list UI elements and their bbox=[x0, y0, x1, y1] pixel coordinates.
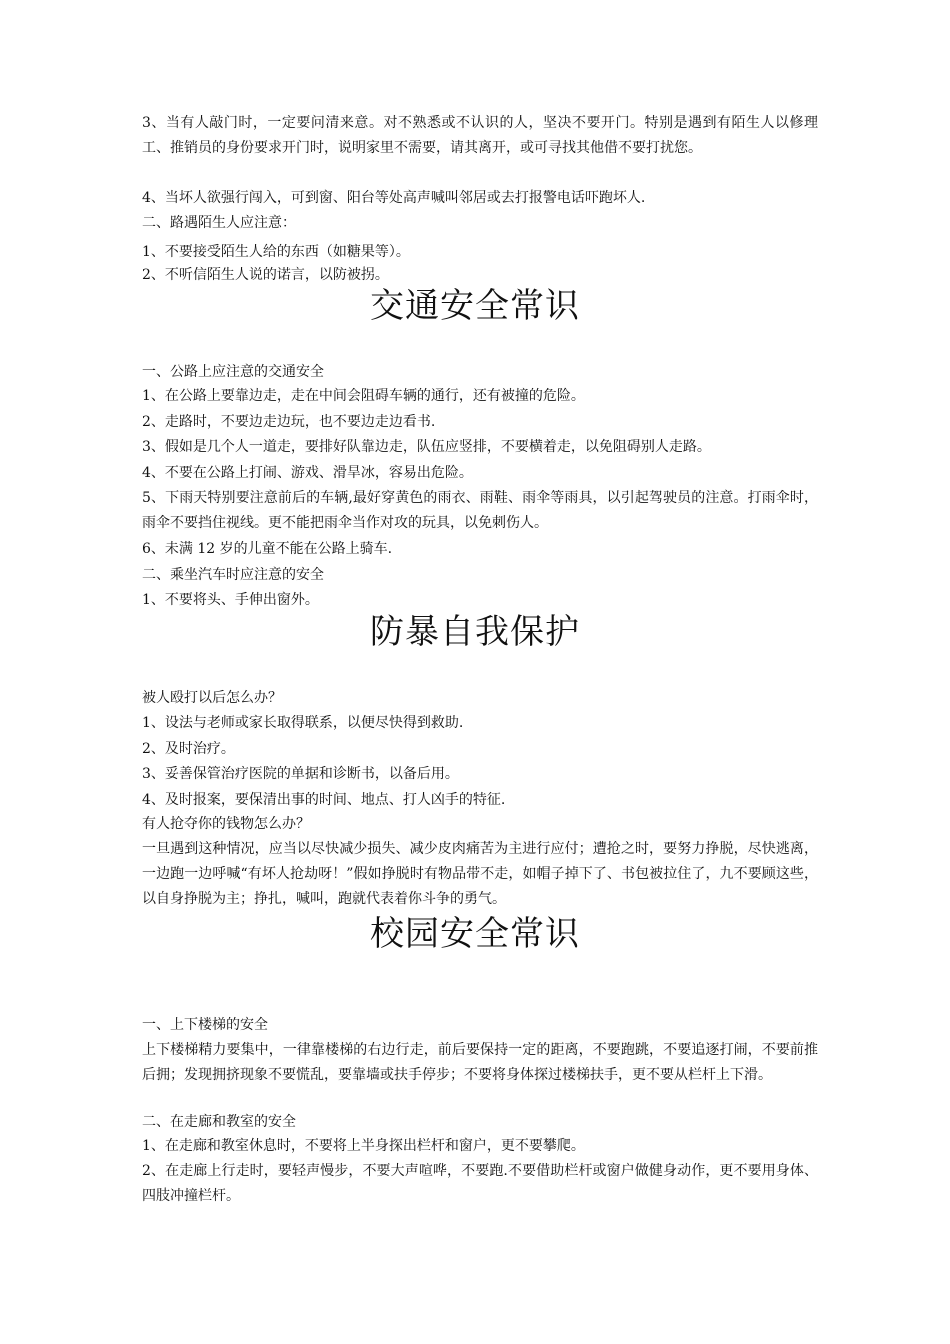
stranger-item-1: 1、不要接受陌生人给的东西（如糖果等）。 bbox=[142, 244, 410, 260]
campus-item-1: 1、在走廊和教室休息时，不要将上半身探出栏杆和窗户，更不要攀爬。 bbox=[142, 1138, 585, 1154]
traffic-item-6: 6、未满 12 岁的儿童不能在公路上骑车. bbox=[142, 541, 393, 557]
traffic-item-1: 1、在公路上要靠边走，走在中间会阻碍车辆的通行，还有被撞的危险。 bbox=[142, 388, 585, 404]
traffic-item-4: 4、不要在公路上打闹、游戏、滑旱冰，容易出危险。 bbox=[142, 465, 473, 481]
traffic-subheading-1: 一、公路上应注意的交通安全 bbox=[142, 364, 324, 380]
stranger-item-2: 2、不听信陌生人说的诺言，以防被拐。 bbox=[142, 267, 389, 283]
violence-item-3: 3、妥善保管治疗医院的单据和诊断书，以备后用。 bbox=[142, 766, 459, 782]
traffic-subheading-2: 二、乘坐汽车时应注意的安全 bbox=[142, 567, 324, 583]
violence-question-2: 有人抢夺你的钱物怎么办？ bbox=[142, 816, 310, 832]
campus-subheading-2: 二、在走廊和教室的安全 bbox=[142, 1114, 296, 1130]
traffic-title: 交通安全常识 bbox=[370, 286, 580, 326]
home-item-4: 4、当坏人欲强行闯入，可到窗、阳台等处高声喊叫邻居或去打报警电话吓跑坏人. bbox=[142, 190, 646, 206]
traffic-sub2-item-1: 1、不要将头、手伸出窗外。 bbox=[142, 592, 319, 608]
traffic-item-2: 2、走路时，不要边走边玩，也不要边走边看书. bbox=[142, 414, 436, 430]
campus-title: 校园安全常识 bbox=[370, 914, 580, 954]
campus-item-2: 2、在走廊上行走时，要轻声慢步，不要大声喧哗，不要跑.不要借助栏杆或窗户做健身动作，更不要用身体、四肢冲撞栏杆。 bbox=[142, 1163, 818, 1204]
traffic-item-5: 5、下雨天特别要注意前后的车辆,最好穿黄色的雨衣、雨鞋、雨伞等雨具，以引起驾驶员的注意。打雨伞时，雨伞不要挡住视线。更不能把雨伞当作对攻的玩具，以免刺伤人。 bbox=[142, 490, 818, 531]
violence-item-1: 1、设法与老师或家长取得联系，以便尽快得到救助. bbox=[142, 715, 464, 731]
traffic-item-3: 3、假如是几个人一道走，要排好队靠边走，队伍应竖排，不要横着走，以免阻碍别人走路。 bbox=[142, 439, 711, 455]
violence-answer: 一旦遇到这种情况，应当以尽快减少损失、减少皮肉痛苦为主进行应付；遭抢之时，要努力挣脱，尽快逃离，一边跑一边呼喊“有坏人抢劫呀！”假如挣脱时有物品带不走，如帽子掉下了、书包被拉住了，九不要顾这些，以自身挣脱为主；挣扎，喊叫，跑就代表着你斗争的勇气。 bbox=[142, 841, 818, 907]
violence-title: 防暴自我保护 bbox=[370, 612, 580, 652]
violence-item-2: 2、及时治疗。 bbox=[142, 741, 235, 757]
violence-item-4: 4、及时报案，要保清出事的时间、地点、打人凶手的特征. bbox=[142, 792, 506, 808]
violence-question-1: 被人殴打以后怎么办？ bbox=[142, 690, 282, 706]
home-item-3: 3、当有人敲门时，一定要问清来意。对不熟悉或不认识的人，坚决不要开门。特别是遇到有陌生人以修理工、推销员的身份要求开门时，说明家里不需要，请其离开，或可寻找其他借不要打扰您。 bbox=[142, 115, 818, 156]
campus-paragraph-1: 上下楼梯精力要集中，一律靠楼梯的右边行走，前后要保持一定的距离，不要跑跳，不要追逐打闹，不要前推后拥；发现拥挤现象不要慌乱，要靠墙或扶手停步；不要将身体探过楼梯扶手，更不要从栏杆上下滑。 bbox=[142, 1042, 818, 1083]
stranger-subheading: 二、路遇陌生人应注意： bbox=[142, 215, 296, 231]
campus-subheading-1: 一、上下楼梯的安全 bbox=[142, 1017, 268, 1033]
